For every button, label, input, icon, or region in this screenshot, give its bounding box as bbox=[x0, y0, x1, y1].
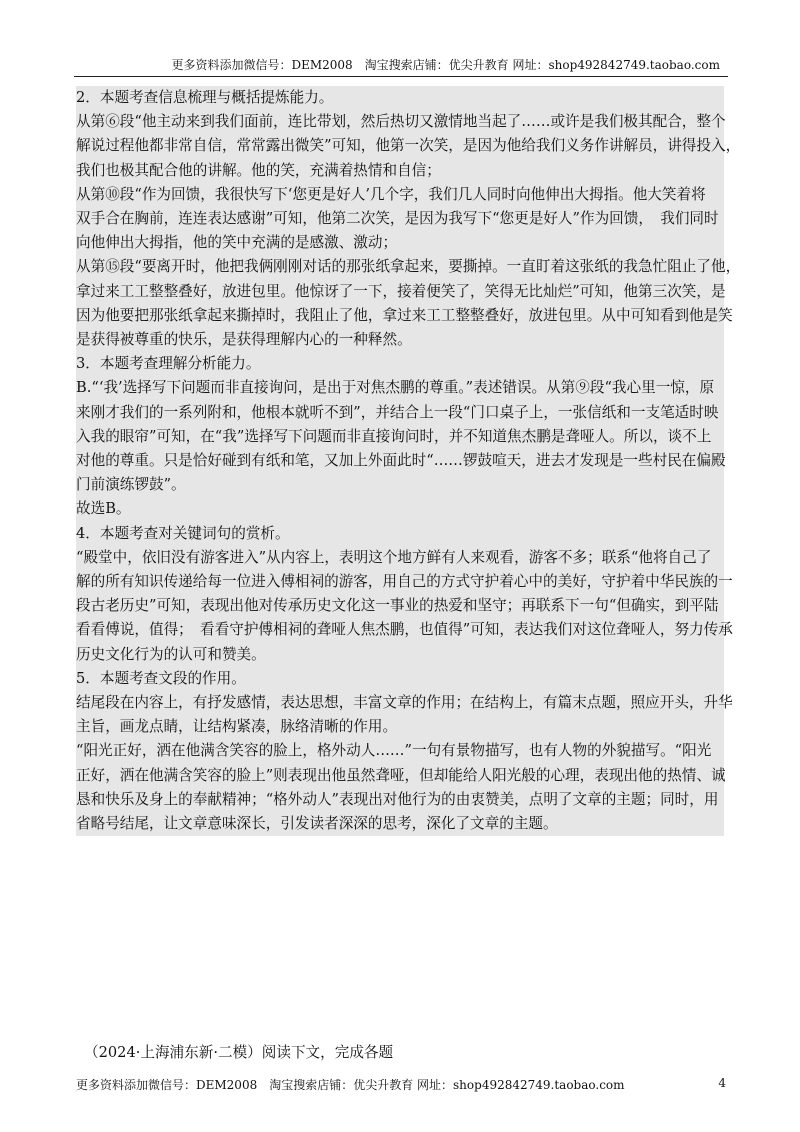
text-line: 从第⑩段“作为回馈，我很快写下‘您更是好人’几个字，我们几人同时向他伸出大拇指。他大笑着将 bbox=[76, 183, 724, 207]
text-line: 5．本题考查文段的作用。 bbox=[76, 667, 724, 691]
text-line: 省略号结尾，让文章意味深长，引发读者深深的思考，深化了文章的主题。 bbox=[76, 812, 724, 836]
text-line: 正好，洒在他满含笑容的脸上”则表现出他虽然聋哑，但却能给人阳光般的心理，表现出他的热情、诚 bbox=[76, 764, 724, 788]
text-line: 来刚才我们的一系列附和，他根本就听不到”，并结合上一段“门口桌子上，一张信纸和一支笔适时映 bbox=[76, 401, 724, 425]
text-line: 结尾段在内容上，有抒发感情，表达思想，丰富文章的作用；在结构上，有篇末点题，照应开头，升华 bbox=[76, 691, 724, 715]
text-line: 从第⑮段“要离开时，他把我俩刚刚对话的那张纸拿起来，要撕掉。一直盯着这张纸的我急忙阻止了他， bbox=[76, 255, 724, 279]
text-line: 对他的尊重。只是恰好碰到有纸和笔，又加上外面此时“……锣鼓喧天，进去才发现是一些村民在偏殿 bbox=[76, 449, 724, 473]
text-line: 解说过程他都非常自信，常常露出微笑”可知，他第一次笑，是因为他给我们义务作讲解员，讲得投入， bbox=[76, 134, 724, 158]
text-line: 门前演练锣鼓”。 bbox=[76, 473, 724, 497]
text-line: 主旨，画龙点睛，让结构紧凑，脉络清晰的作用。 bbox=[76, 715, 724, 739]
text-line: 入我的眼帘”可知，在“我”选择写下问题而非直接询问时，并不知道焦杰鹏是聋哑人。所以，谈不上 bbox=[76, 425, 724, 449]
next-section-intro: （2024·上海浦东新·二模）阅读下文，完成各题 bbox=[84, 1044, 394, 1061]
text-line: 2．本题考查信息梳理与概括提炼能力。 bbox=[76, 86, 724, 110]
text-line: 4．本题考查对关键词句的赏析。 bbox=[76, 522, 724, 546]
text-line: 历史文化行为的认可和赞美。 bbox=[76, 643, 724, 667]
text-line: 从第⑥段“他主动来到我们面前，连比带划，然后热切又激情地当起了……或许是我们极其配合，整个 bbox=[76, 110, 724, 134]
page-header: 更多资料添加微信号：DEM2008 淘宝搜索店铺：优尖升教育 网址：shop492842749.taobao.com bbox=[171, 58, 720, 72]
answer-body bbox=[76, 86, 741, 836]
text-line: “阳光正好，洒在他满含笑容的脸上，格外动人……”一句有景物描写，也有人物的外貌描写。“阳光 bbox=[76, 739, 724, 763]
text-line: 3．本题考查理解分析能力。 bbox=[76, 352, 724, 376]
text-line: B.“‘我’选择写下问题而非直接询问，是出于对焦杰鹏的尊重。”表述错误。从第⑨段“我心里一惊，原 bbox=[76, 376, 724, 400]
text-line: 故选B。 bbox=[76, 497, 724, 521]
text-line: 向他伸出大拇指，他的笑中充满的是感激、激动； bbox=[76, 231, 724, 255]
text-line: 是获得被尊重的快乐，是获得理解内心的一种释然。 bbox=[76, 328, 724, 352]
text-line: “殿堂中，依旧没有游客进入”从内容上，表明这个地方鲜有人来观看，游客不多；联系“他将自己了 bbox=[76, 546, 724, 570]
footer-text: 更多资料添加微信号：DEM2008 淘宝搜索店铺：优尖升教育 网址：shop492842749.taobao.com bbox=[76, 1078, 625, 1092]
text-line: 段古老历史”可知，表现出他对传承历史文化这一事业的热爱和坚守；再联系下一句“但确实，到平陆 bbox=[76, 594, 724, 618]
text-line: 因为他要把那张纸拿起来撕掉时，我阻止了他，拿过来工工整整叠好，放进包里。从中可知看到他是笑 bbox=[76, 304, 724, 328]
text-line: 我们也极其配合他的讲解。他的笑，充满着热情和自信； bbox=[76, 159, 724, 183]
text-line: 解的所有知识传递给每一位进入傅相祠的游客，用自己的方式守护着心中的美好，守护着中华民族的一 bbox=[76, 570, 724, 594]
text-line: 双手合在胸前，连连表达感谢”可知，他第二次笑，是因为我写下“您更是好人”作为回馈， 我们同时 bbox=[76, 207, 724, 231]
text-line: 拿过来工工整整叠好，放进包里。他惊讶了一下，接着便笑了，笑得无比灿烂”可知，他第三次笑，是 bbox=[76, 280, 724, 304]
header-divider bbox=[74, 76, 728, 77]
text-line: 恳和快乐及身上的奉献精神；“格外动人”表现出对他行为的由衷赞美，点明了文章的主题；同时，用 bbox=[76, 788, 724, 812]
page-number: 4 bbox=[718, 1076, 726, 1090]
text-line: 看看傅说，值得； 看看守护傅相祠的聋哑人焦杰鹏，也值得”可知，表达我们对这位聋哑人，努力传承 bbox=[76, 618, 724, 642]
